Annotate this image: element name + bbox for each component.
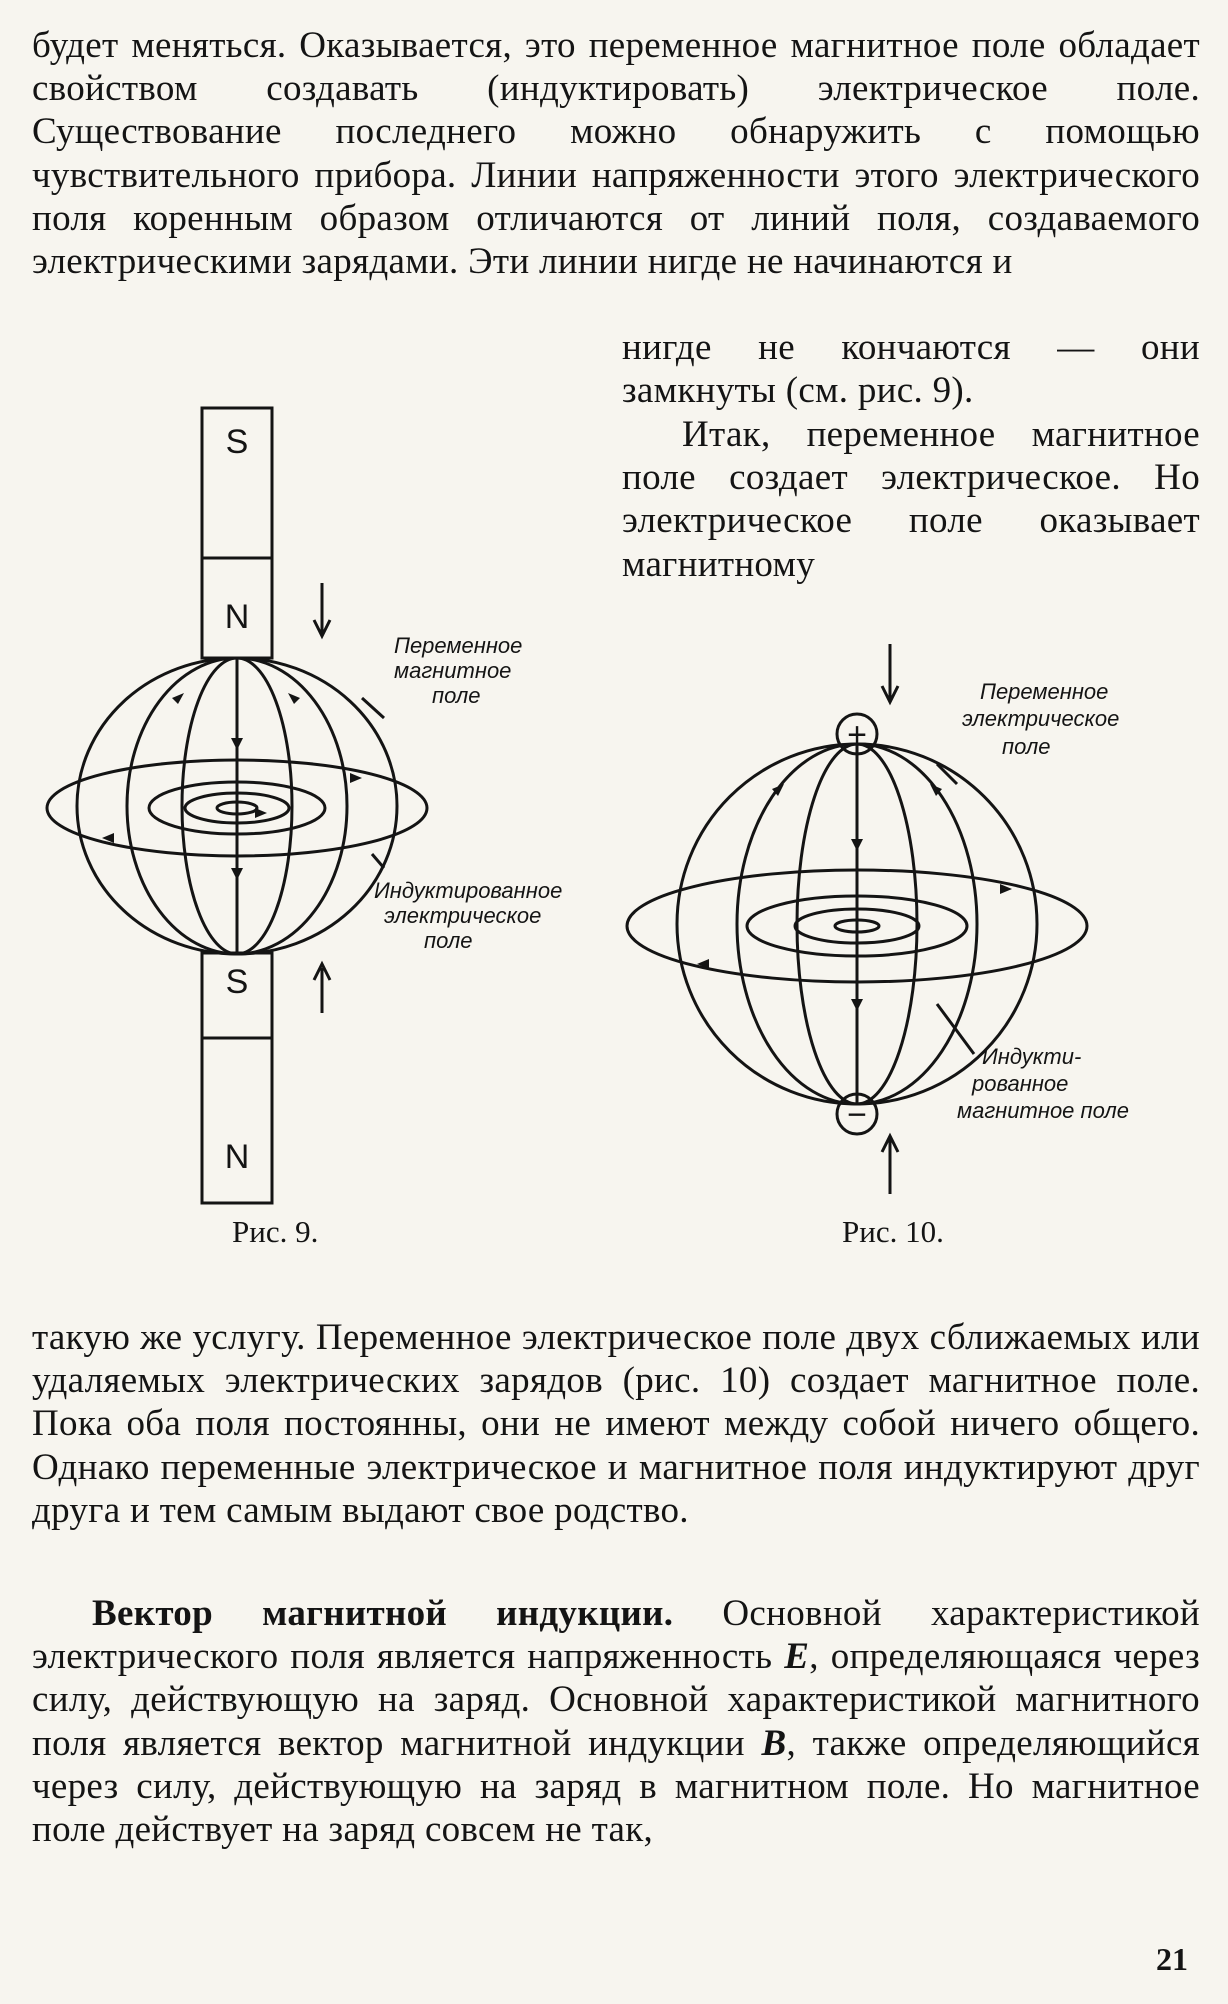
figure-9-caption: Рис. 9. [232, 1214, 319, 1249]
fig10-label-field-3: поле [1002, 734, 1051, 759]
fig9-pole-n-top: N [224, 598, 250, 636]
narrow-paragraph-2: Итак, переменное магнитное поле создает электрическое. Но электрическое поле оказывает магнитному [622, 414, 1200, 585]
fig9-pole-s-top: S [225, 423, 249, 461]
book-page [32, 24, 1200, 1984]
fig10-label-field-2: электрическое [962, 706, 1120, 731]
vector-b: B [761, 1722, 787, 1764]
figure-10-caption: Рис. 10. [842, 1214, 944, 1249]
fig9-label-field-3: поле [432, 683, 481, 708]
fig9-pole-n-bottom: N [224, 1138, 250, 1176]
fig10-plus-sign: + [847, 716, 867, 754]
bottom-paragraph-1: такую же услугу. Переменное электрическое поле двух сближаемых или удаляемых электрических зарядов (рис. 10) создает магнитное поле. Пока оба поля постоянны, они не имеют между собой ничего общего. Однако переменные электрическое и магнитное поля индуктируют друг друга и тем самым выдают свое родство. [32, 1317, 1200, 1531]
fig9-label-field-2: магнитное [394, 658, 512, 683]
figure-10-charges-diagram [602, 624, 1200, 1204]
figure-9-magnet-diagram [32, 368, 592, 1238]
paragraph-text-a: Основной характеристикой электрического поля является напряженность [32, 1593, 1201, 1678]
section-heading: Вектор магнитной индукции. [92, 1593, 674, 1634]
paragraph-text-b: , определяющаяся через силу, действующую на заряд. Основной характеристикой магнитного поля является вектор магнитной индукции [32, 1636, 1200, 1764]
bottom-paragraph-2 [32, 1592, 1200, 1851]
fig10-label-induced-1: Индукти- [982, 1044, 1082, 1069]
vector-e: E [784, 1636, 810, 1678]
page-number: 21 [1156, 1941, 1188, 1977]
fig9-label-induced-2: электрическое [384, 903, 542, 928]
fig9-pole-s-bottom: S [225, 963, 249, 1001]
fig10-minus-sign: − [847, 1096, 867, 1134]
fig9-label-induced-3: поле [424, 928, 473, 953]
paragraph-text-c: , также определяющийся через силу, действующую на заряд в магнитном поле. Но магнитное поле действует на заряд совсем не так, [32, 1722, 1201, 1851]
narrow-paragraph-1: нигде не кончаются — они замкнуты (см. рис. 9). [622, 327, 1200, 412]
fig9-label-induced-1: Индуктированное [374, 878, 563, 903]
fig10-label-induced-2: рованное [972, 1071, 1069, 1096]
fig9-label-field-1: Переменное [394, 633, 523, 658]
fig10-label-induced-3: магнитное поле [957, 1098, 1130, 1123]
top-paragraph: будет меняться. Оказывается, это переменное магнитное поле обладает свойством создавать (индуктировать) электрическое поле. Существование последнего можно обнаружить с помощью чувствительного прибора. Линии напряженности этого электрического поля коренным образом отличаются от линий поля, создаваемого электрическими зарядами. Эти линии нигде не начинаются и [32, 25, 1200, 283]
fig10-label-field-1: Переменное [980, 679, 1109, 704]
